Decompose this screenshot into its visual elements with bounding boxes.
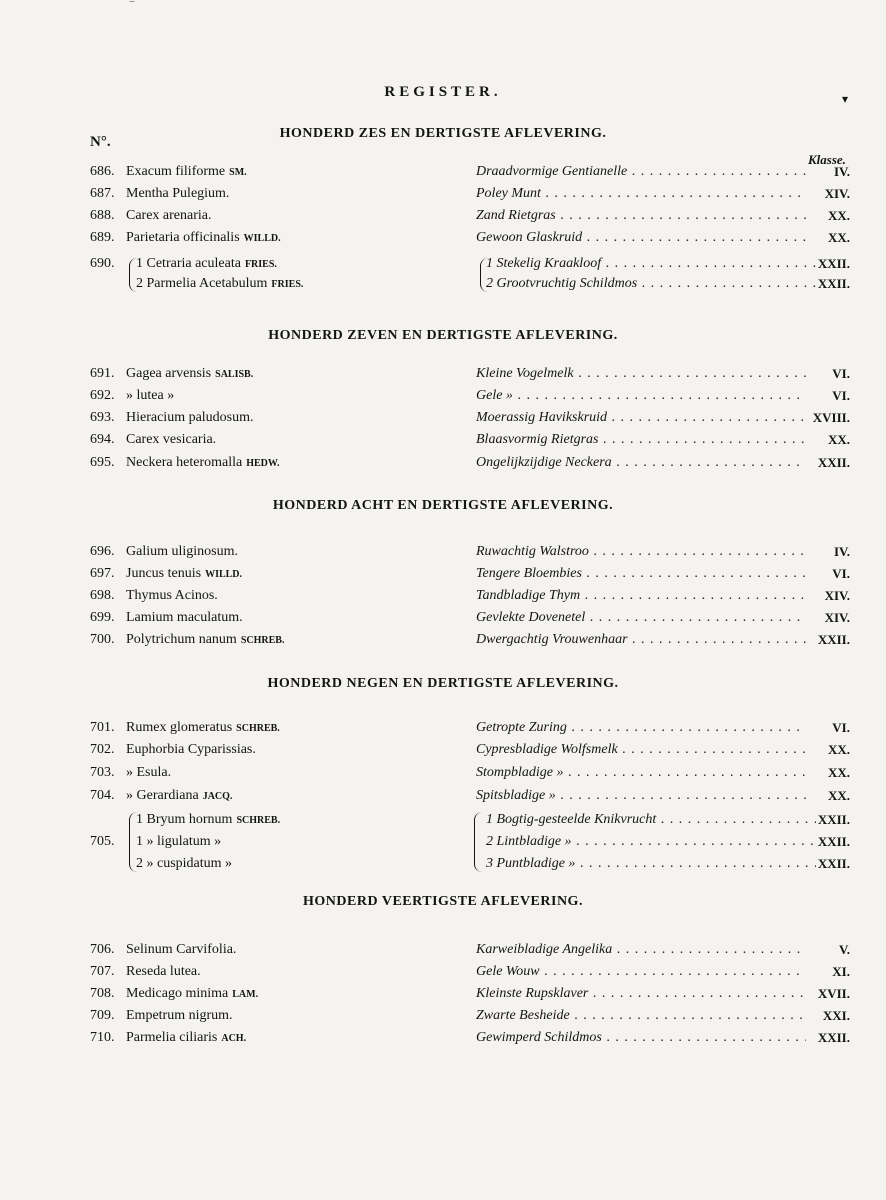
klasse-numeral: XXII. — [817, 812, 850, 827]
author-abbreviation: SCHREB. — [240, 635, 285, 646]
entry-number: 705. — [90, 834, 115, 849]
entry-number: 698. — [90, 588, 115, 603]
scientific-name — [136, 812, 280, 828]
dutch-name: 1 Bogtig-gesteelde Knikvrucht . . . — [486, 812, 816, 828]
scientific-name — [126, 942, 236, 958]
dutch-name: Getropte Zuring . . . — [476, 720, 806, 736]
dutch-name: Moerassig Havikskruid . . . — [476, 410, 806, 426]
klasse-numeral: XVII. — [817, 986, 850, 1001]
register-entry — [0, 720, 886, 742]
scientific-name — [126, 230, 281, 246]
register-entry — [0, 366, 886, 388]
scientific-name — [126, 788, 232, 804]
register-entry — [0, 788, 886, 810]
dutch-name: Tengere Bloembies . . . — [476, 566, 806, 582]
klasse-numeral: XX. — [827, 230, 850, 245]
author-abbreviation: WILLD. — [243, 233, 281, 244]
scientific-name — [136, 276, 303, 292]
klasse-numeral: XX. — [827, 765, 850, 780]
klasse-numeral: XX. — [827, 788, 850, 803]
author-abbreviation: FRIES. — [271, 279, 304, 290]
scientific-name-text: Mentha Pulegium. — [126, 186, 230, 201]
author-abbreviation: SCHREB. — [236, 723, 280, 734]
entry-number: 702. — [90, 742, 115, 757]
klasse-numeral: XIV. — [824, 588, 850, 603]
author-abbreviation: ACH. — [221, 1033, 247, 1044]
register-entry — [0, 1008, 886, 1030]
scientific-name-text: Reseda lutea. — [126, 964, 201, 979]
klasse-numeral: XXII. — [817, 856, 850, 871]
scientific-name-text: 1 Cetraria aculeata — [136, 256, 241, 271]
entry-number: 699. — [90, 610, 115, 625]
scientific-name — [126, 455, 279, 471]
scientific-name — [126, 986, 258, 1002]
scientific-name-text: Euphorbia Cyparissias. — [126, 742, 256, 757]
klasse-numeral: XXII. — [817, 276, 850, 291]
entry-number: 697. — [90, 566, 115, 581]
scientific-name-text: Parmelia ciliaris — [126, 1030, 218, 1045]
register-entry — [0, 230, 886, 252]
entry-number: 693. — [90, 410, 115, 425]
klasse-numeral: VI. — [832, 720, 850, 735]
klasse-numeral: XIV. — [824, 186, 850, 201]
scientific-name-text: Carex vesicaria. — [126, 432, 217, 447]
scientific-name — [126, 366, 253, 382]
triangle-mark-icon: ▾ — [842, 92, 849, 106]
register-entry — [0, 410, 886, 432]
entry-number: 706. — [90, 942, 115, 957]
scientific-name-text: Juncus tenuis — [126, 566, 202, 581]
scientific-name — [126, 610, 243, 626]
scientific-name-text: Empetrum nigrum. — [126, 1008, 233, 1023]
register-entry — [0, 964, 886, 986]
klasse-numeral: XXII. — [817, 632, 850, 647]
author-abbreviation: LAM. — [232, 989, 259, 1000]
author-abbreviation: HEDW. — [246, 458, 280, 469]
scientific-name — [126, 1008, 233, 1024]
dutch-name: Tandbladige Thym . . . — [476, 588, 806, 604]
entry-number: 696. — [90, 544, 115, 559]
klasse-numeral: XXI. — [822, 1008, 850, 1023]
entry-number: 701. — [90, 720, 115, 735]
entry-number: 707. — [90, 964, 115, 979]
dutch-name: Karweibladige Angelika . . . — [476, 942, 806, 958]
entry-number: 703. — [90, 765, 115, 780]
left-brace-705 — [129, 812, 138, 872]
dutch-name: Draadvormige Gentianelle . . . — [476, 164, 806, 180]
entry-number: 689. — [90, 230, 115, 245]
author-abbreviation: WILLD. — [205, 569, 243, 580]
scientific-name — [126, 208, 212, 224]
register-entry — [0, 610, 886, 632]
register-entry — [0, 186, 886, 208]
dutch-name: 1 Stekelig Kraakloof . . . — [486, 256, 816, 272]
dutch-name: Gele » . . . — [476, 388, 806, 404]
klasse-numeral: XX. — [827, 208, 850, 223]
register-entry — [0, 388, 886, 410]
entry-number: 695. — [90, 455, 115, 470]
dutch-name: 2 Grootvruchtig Schildmos . . . — [486, 276, 816, 292]
dutch-name: 2 Lintbladige » . . . — [486, 834, 816, 850]
register-entry — [0, 164, 886, 186]
scientific-name — [126, 1030, 246, 1046]
section-title: HONDERD ACHT EN DERTIGSTE AFLEVERING. — [272, 498, 614, 513]
entry-number: 690. — [90, 256, 115, 271]
section-title: HONDERD ZEVEN EN DERTIGSTE AFLEVERING. — [268, 328, 618, 343]
scientific-name-text: 2 » cuspidatum » — [136, 856, 233, 871]
dutch-name: Gele Wouw . . . — [476, 964, 806, 980]
scientific-name — [136, 856, 232, 872]
dutch-name: Ongelijkzijdige Neckera . . . — [476, 455, 806, 471]
entry-number: 691. — [90, 366, 115, 381]
section-title: HONDERD NEGEN EN DERTIGSTE AFLEVERING. — [267, 676, 619, 691]
scientific-name — [126, 566, 242, 582]
dutch-name: Gewoon Glaskruid . . . — [476, 230, 806, 246]
entry-number: 708. — [90, 986, 115, 1001]
scientific-name-text: Neckera heteromalla — [126, 455, 243, 470]
dutch-name: Zand Rietgras . . . — [476, 208, 806, 224]
dutch-name: Gevlekte Dovenetel . . . — [476, 610, 806, 626]
scientific-name — [136, 256, 277, 272]
scientific-name — [136, 834, 221, 850]
klasse-numeral: XIV. — [824, 610, 850, 625]
scientific-name — [126, 632, 284, 648]
author-abbreviation: SCHREB. — [236, 815, 281, 826]
dash-mark-icon: ‾ — [130, 0, 134, 14]
scientific-name-text: Galium uliginosum. — [126, 544, 238, 559]
register-entry — [0, 208, 886, 230]
scientific-name — [126, 432, 216, 448]
left-brace-690 — [129, 258, 138, 292]
klasse-numeral: XXII. — [817, 256, 850, 271]
scientific-name-text: Selinum Carvifolia. — [126, 942, 237, 957]
dutch-name: Kleine Vogelmelk . . . — [476, 366, 806, 382]
dutch-name: Ruwachtig Walstroo . . . — [476, 544, 806, 560]
register-entry — [0, 566, 886, 588]
scientific-name-text: Medicago minima — [126, 986, 229, 1001]
register-entry — [0, 588, 886, 610]
scientific-name — [126, 410, 254, 426]
scientific-name-text: Rumex glomeratus — [126, 720, 233, 735]
scientific-name-text: Exacum filiforme — [126, 164, 226, 179]
scientific-name-text: Polytrichum nanum — [126, 632, 237, 647]
right-brace-705 — [474, 812, 483, 872]
right-brace-690 — [480, 258, 489, 292]
scientific-name-text: » Gerardiana — [126, 788, 199, 803]
register-entry — [0, 765, 886, 787]
klasse-numeral: IV. — [833, 544, 850, 559]
klasse-numeral: XXII. — [817, 1030, 850, 1045]
klasse-numeral: VI. — [832, 566, 850, 581]
entry-number: 686. — [90, 164, 115, 179]
entry-number: 700. — [90, 632, 115, 647]
entry-number: 704. — [90, 788, 115, 803]
klasse-column-label: Klasse. — [808, 152, 846, 167]
entry-number: 687. — [90, 186, 115, 201]
section-title: HONDERD VEERTIGSTE AFLEVERING. — [303, 894, 583, 909]
author-abbreviation: FRIES. — [244, 259, 277, 270]
scientific-name-text: » Esula. — [126, 765, 172, 780]
register-entry — [0, 986, 886, 1008]
entry-number: 709. — [90, 1008, 115, 1023]
author-abbreviation: SM. — [229, 167, 247, 178]
dutch-name: Spitsbladige » . . . — [476, 788, 806, 804]
register-entry — [0, 455, 886, 477]
entry-number: 694. — [90, 432, 115, 447]
dutch-name: 3 Puntbladige » . . . — [486, 856, 816, 872]
dutch-name: Poley Munt . . . — [476, 186, 806, 202]
scientific-name-text: Hieracium paludosum. — [126, 410, 254, 425]
register-entry — [0, 1030, 886, 1052]
klasse-numeral: V. — [839, 942, 850, 957]
klasse-numeral: IV. — [833, 164, 850, 179]
scientific-name-text: 1 Bryum hornum — [136, 812, 233, 827]
entry-number: 692. — [90, 388, 115, 403]
dutch-name: Gewimperd Schildmos . . . — [476, 1030, 806, 1046]
register-entry — [0, 432, 886, 454]
scientific-name-text: » lutea » — [126, 388, 175, 403]
dutch-name: Stompbladige » . . . — [476, 765, 806, 781]
dutch-name: Zwarte Besheide . . . — [476, 1008, 806, 1024]
entry-number: 688. — [90, 208, 115, 223]
scientific-name — [126, 388, 174, 404]
klasse-numeral: XXII. — [817, 455, 850, 470]
author-abbreviation: JACQ. — [202, 791, 233, 802]
klasse-numeral: XI. — [832, 964, 850, 979]
klasse-numeral: XX. — [827, 432, 850, 447]
register-entry — [0, 632, 886, 654]
scientific-name — [126, 186, 229, 202]
klasse-numeral: XX. — [827, 742, 850, 757]
scientific-name-text: Lamium maculatum. — [126, 610, 243, 625]
klasse-numeral: VI. — [832, 388, 850, 403]
register-entry — [0, 544, 886, 566]
scientific-name-text: Thymus Acinos. — [126, 588, 218, 603]
scientific-name — [126, 765, 171, 781]
klasse-numeral: VI. — [832, 366, 850, 381]
scientific-name — [126, 720, 280, 736]
scientific-name-text: Carex arenaria. — [126, 208, 212, 223]
scientific-name-text: 1 » ligulatum » — [136, 834, 222, 849]
page-title: REGISTER. — [384, 84, 502, 100]
number-column-label: N°. — [90, 134, 111, 150]
register-entry — [0, 742, 886, 764]
dutch-name: Kleinste Rupsklaver . . . — [476, 986, 806, 1002]
scientific-name — [126, 544, 238, 560]
dutch-name: Blaasvormig Rietgras . . . — [476, 432, 806, 448]
dutch-name: Dwergachtig Vrouwenhaar . . . — [476, 632, 806, 648]
entry-number: 710. — [90, 1030, 115, 1045]
section-title: HONDERD ZES EN DERTIGSTE AFLEVERING. — [279, 126, 607, 141]
scientific-name-text: Gagea arvensis — [126, 366, 212, 381]
scientific-name-text: Parietaria officinalis — [126, 230, 240, 245]
klasse-numeral: XXII. — [817, 834, 850, 849]
scientific-name — [126, 588, 218, 604]
scientific-name — [126, 742, 256, 758]
dutch-name: Cypresbladige Wolfsmelk . . . — [476, 742, 806, 758]
scientific-name — [126, 964, 201, 980]
scientific-name-text: 2 Parmelia Acetabulum — [136, 276, 268, 291]
author-abbreviation: SALISB. — [215, 369, 254, 380]
register-entry — [0, 942, 886, 964]
klasse-numeral: XVIII. — [812, 410, 850, 425]
scientific-name — [126, 164, 247, 180]
